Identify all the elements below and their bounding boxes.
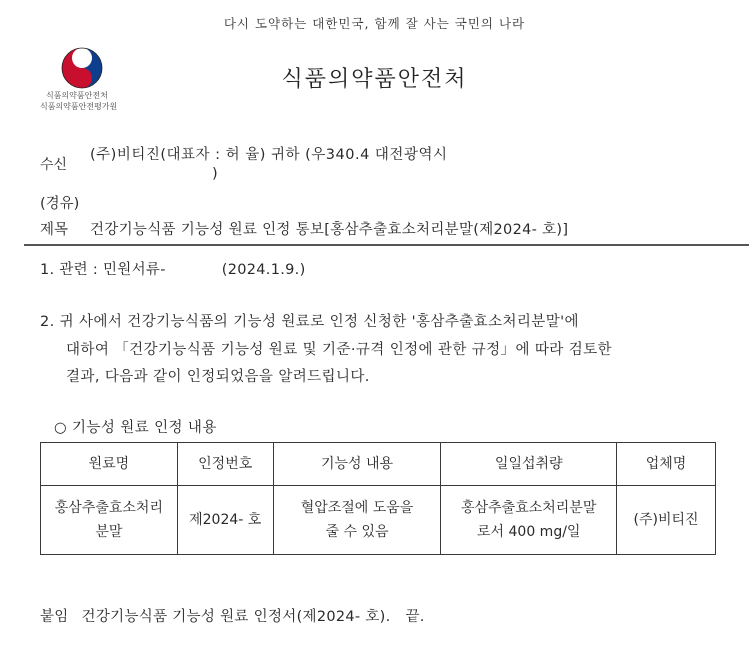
section-title: ○ 기능성 원료 인정 내용 (54, 420, 217, 436)
paragraph-body-line1: 2. 귀 사에서 건강기능식품의 기능성 원료로 인정 신청한 '홍삼추출효소처리분말'에 (40, 314, 579, 330)
cell-company: (주)비티진 (617, 486, 716, 555)
header-daily-intake: 일일섭취량 (441, 443, 617, 486)
recipient-line2: ) (212, 166, 218, 182)
cell-ingredient-name (41, 486, 178, 555)
header-ingredient-name: 원료명 (41, 443, 178, 486)
recipient-line1: (주)비티진(대표자 : 허 율) 귀하 (우340.4 대전광역시 (90, 147, 448, 163)
paragraph-body-line2: 대하여 「건강기능식품 기능성 원료 및 기준·규격 인정에 관한 규정」에 따라 검토한 (66, 342, 612, 358)
subject-label: 제목 (40, 222, 69, 238)
header-company: 업체명 (617, 443, 716, 486)
table-row (41, 486, 716, 555)
attachment-end: 끝. (405, 609, 425, 625)
slogan: 다시 도약하는 대한민국, 함께 잘 사는 국민의 나라 (223, 16, 526, 31)
cell-function-line2: 줄 수 있음 (325, 524, 389, 540)
attachment-text: 건강기능식품 기능성 원료 인정서(제2024- 호). (81, 609, 391, 625)
via-label: (경유) (40, 196, 80, 212)
cell-function (273, 486, 441, 555)
cell-daily-intake-line2: 로서 400 mg/일 (477, 524, 581, 540)
paragraph-related (40, 258, 306, 279)
recipient-label: 수신 (40, 157, 68, 173)
attachment-label: 붙임 (40, 609, 69, 625)
related-date: (2024.1.9.) (221, 262, 306, 278)
cell-cert-number: 제2024- 호 (177, 486, 273, 555)
table-header-row (41, 443, 716, 486)
attachment-line (40, 605, 425, 626)
cell-ingredient-name-line2: 분말 (95, 524, 123, 540)
related-prefix: 1. 관련 : 민원서류- (40, 262, 166, 278)
logo-text-institute: 식품의약품안전평가원 (40, 102, 118, 111)
header-cert-number: 인정번호 (177, 443, 273, 486)
subject-text: 건강기능식품 기능성 원료 인정 통보[홍삼추출효소처리분말(제2024- 호)] (90, 222, 569, 238)
cell-ingredient-name-line1: 홍삼추출효소처리 (54, 500, 163, 516)
paragraph-body-line3: 결과, 다음과 같이 인정되었음을 알려드립니다. (66, 369, 370, 385)
certification-table (40, 442, 716, 555)
header-divider (24, 244, 749, 246)
agency-title: 식품의약품안전처 (281, 67, 468, 92)
cell-daily-intake-line1: 홍삼추출효소처리분말 (461, 500, 597, 516)
header-function: 기능성 내용 (273, 443, 441, 486)
cell-function-line1: 혈압조절에 도움을 (300, 500, 414, 516)
cell-daily-intake (441, 486, 617, 555)
logo-text-ministry: 식품의약품안전처 (46, 91, 108, 100)
